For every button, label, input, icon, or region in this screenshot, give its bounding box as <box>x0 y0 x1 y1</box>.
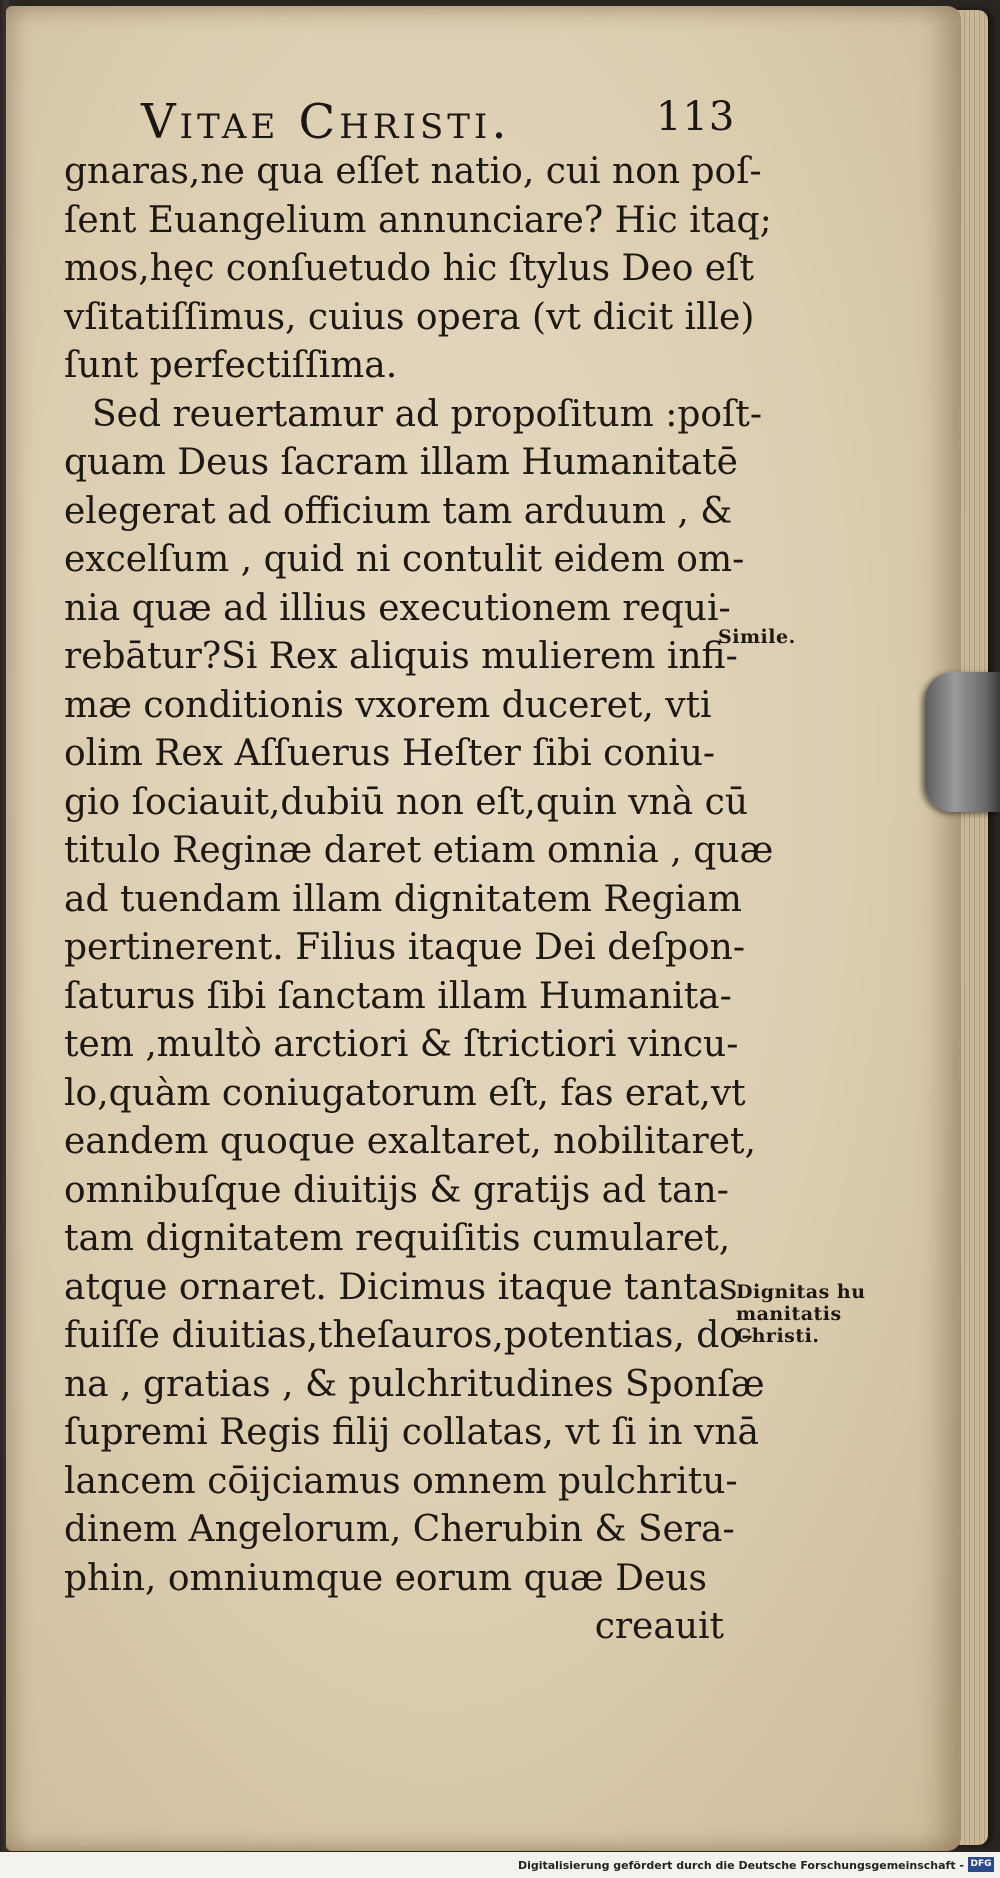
text-line: ſaturus ſibi ſanctam illam Humanita- <box>64 975 732 1017</box>
text-line: na , gratias , & pulchritudines Sponſæ <box>64 1363 765 1405</box>
text-line: ſupremi Regis filij collatas, vt ſi in vnā <box>64 1412 759 1453</box>
marginal-note-line: manitatis <box>736 1303 842 1325</box>
running-title: Vitae Christi. <box>141 94 511 150</box>
text-line: omnibuſque diuitijs & gratijs ad tan- <box>64 1169 729 1211</box>
text-line: elegerat ad officium tam arduum , & <box>64 490 733 532</box>
book-page <box>6 6 961 1851</box>
text-line: gio ſociauit,dubiū non eſt,quin vnà cū <box>64 781 749 823</box>
text-line: mos,hęc conſuetudo hic ſtylus Deo eſt <box>64 248 754 289</box>
text-line: gnaras,ne qua eſſet natio, cui non poſ- <box>64 151 762 192</box>
text-line: excelſum , quid ni contulit eidem om- <box>64 539 745 580</box>
text-line: tam dignitatem requiſitis cumularet, <box>64 1218 731 1259</box>
text-line: dinem Angelorum, Cherubin & Sera- <box>64 1509 735 1550</box>
text-line: mæ conditionis vxorem duceret, vti <box>64 684 712 726</box>
text-line: vſitatiſſimus, cuius opera (vt dicit ille) <box>64 296 755 338</box>
text-line: rebātur?Si Rex aliquis mulierem infi- <box>64 636 738 677</box>
running-head <box>6 94 961 154</box>
text-line: Sed reuertamur ad propoſitum :poſt- <box>92 393 763 435</box>
text-line: nia quæ ad illius executionem requi- <box>64 587 731 629</box>
text-line: fuiſſe diuitias,theſauros,potentias, do- <box>64 1315 754 1356</box>
text-line: eandem quoque exaltaret, nobilitaret, <box>64 1121 756 1162</box>
catchword: creauit <box>594 1606 724 1647</box>
text-line: quam Deus ſacram illam Humanitatē <box>64 442 738 483</box>
text-line: pertinerent. Filius itaque Dei deſpon- <box>64 927 745 968</box>
text-line: tem ,multò arctiori & ſtrictiori vincu- <box>64 1024 739 1065</box>
text-line: atque ornaret. Dicimus itaque tantas <box>64 1266 738 1308</box>
text-line: olim Rex Aſſuerus Heſter ſibi coniu- <box>64 733 716 774</box>
text-line: ſunt perfectiſſima. <box>64 345 398 386</box>
marginal-note-dignitas <box>736 1281 866 1347</box>
marginal-note-simile <box>718 626 796 648</box>
bookmark-clip <box>925 672 1000 812</box>
footer-credit: Digitalisierung gefördert durch die Deutsche Forschungsgemeinschaft - <box>517 1859 964 1872</box>
page-number: 113 <box>656 94 736 140</box>
footer-bar <box>0 1852 1000 1878</box>
text-line: phin, omniumque eorum quæ Deus <box>64 1557 707 1599</box>
text-line: lo,quàm coniugatorum eſt, fas erat,vt <box>64 1072 746 1114</box>
dfg-logo-icon: DFG <box>968 1857 994 1872</box>
text-line: ad tuendam illam dignitatem Regiam <box>64 878 742 920</box>
marginal-note-text: Simile. <box>718 626 796 648</box>
marginal-note-line: Christi. <box>736 1325 820 1347</box>
text-line: ſent Euangelium annunciare? Hic itaq; <box>64 199 772 241</box>
text-line: titulo Reginæ daret etiam omnia , quæ <box>64 830 774 871</box>
text-line: lancem cōijciamus omnem pulchritu- <box>64 1460 738 1502</box>
marginal-note-line: Dignitas hu <box>736 1281 866 1303</box>
